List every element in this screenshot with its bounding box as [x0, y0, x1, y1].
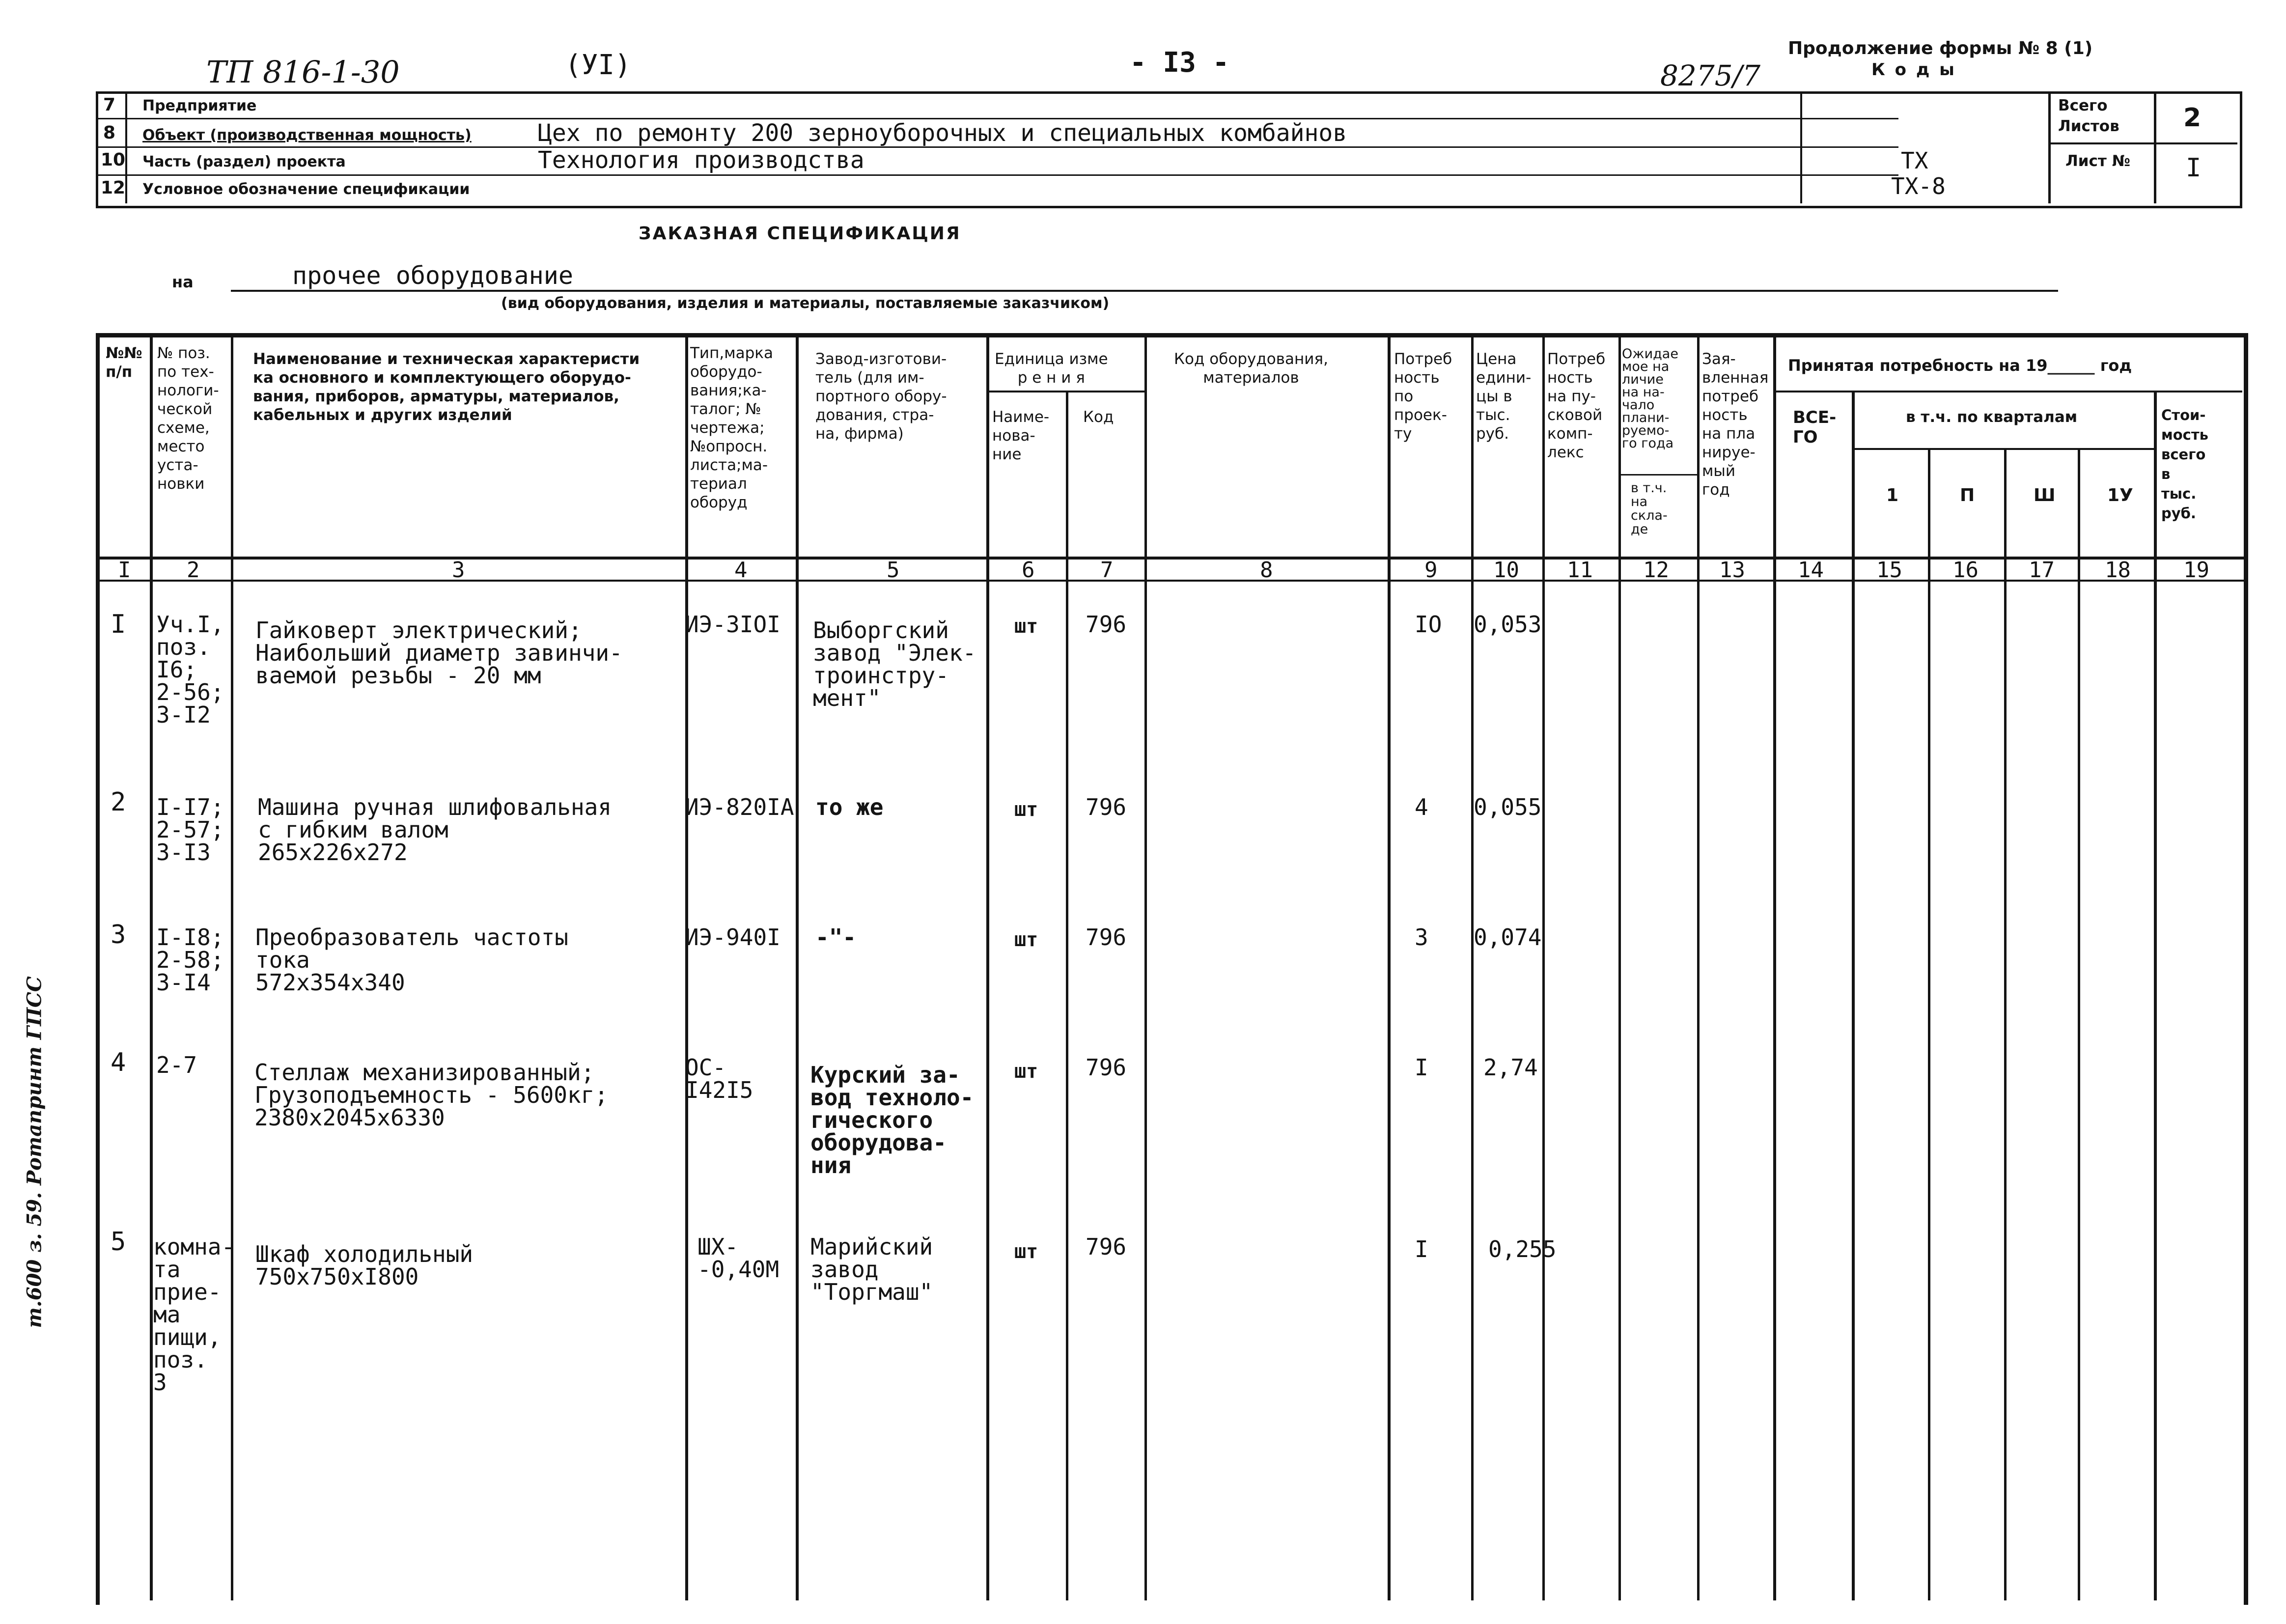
row-1-unit: шт [1014, 615, 1038, 638]
col-11-header: Потреб ность на пу- сковой комп- лекс [1547, 350, 1606, 461]
row-2-price: 0,055 [1474, 794, 1542, 820]
info-row-10-num: 10 [101, 150, 126, 170]
info-row-7-num: 7 [103, 95, 116, 115]
row-3-type: ИЭ-940I [685, 924, 781, 951]
colnum-16: 16 [1952, 558, 1979, 583]
sheet-value: I [2186, 153, 2202, 183]
row-3-name: Преобразователь частоты тока 572x354x340 [255, 924, 568, 996]
info-row-12-label: Условное обозначение спецификации [142, 181, 470, 198]
col-5-header: Завод-изготови- тель (для им- портного обору- дования, стра- на, фирма) [815, 350, 947, 443]
sheet-label: Лист № [2065, 152, 2130, 170]
row-3-maker: -"- [815, 924, 857, 951]
info-row-10-label: Часть (раздел) проекта [142, 153, 346, 170]
row-1-quantity: IO [1415, 611, 1442, 638]
colnum-14: 14 [1798, 558, 1824, 583]
row-2-name: Машина ручная шлифовальная с гибким валом 265x226x272 [258, 794, 612, 866]
colnum-6: 6 [1022, 558, 1035, 583]
colnum-13: 13 [1719, 558, 1745, 583]
row-2-unit: шт [1014, 798, 1038, 821]
colnum-5: 5 [887, 558, 900, 583]
equipment-type: прочее оборудование [292, 261, 573, 290]
col-4-header: Тип,марка оборудо- вания;ка- талог; № чертежа; №опросн. листа;ма- териал оборуд [690, 344, 773, 511]
col-13-header: Зая- вленная потреб ность на пла нируе- мый год [1702, 350, 1769, 499]
colnum-10: 10 [1493, 558, 1519, 583]
row-2-quantity: 4 [1415, 794, 1428, 820]
col-12-header: Ожидае мое на личие на на- чало плани- руемо- го года [1622, 346, 1678, 451]
spec-on-label: на [172, 273, 194, 291]
inventory-number: 8275/7 [1660, 59, 1761, 92]
row-5-unit-code: 796 [1086, 1233, 1127, 1260]
row-4-price: 2,74 [1483, 1054, 1538, 1081]
col-3-header: Наименование и техническая характеристи ка основного и комплектующего оборудо- вания, приборов, арматуры, материалов, кабельных и других изделий [253, 350, 640, 424]
colnum-11: 11 [1567, 558, 1593, 583]
total-sheets-value: 2 [2183, 103, 2202, 133]
row-4-unit: шт [1014, 1060, 1038, 1083]
info-row-7-label: Предприятие [142, 97, 257, 114]
info-row-12-num: 12 [101, 178, 126, 198]
row-1-price: 0,053 [1474, 611, 1542, 638]
colnum-15: 15 [1876, 558, 1902, 583]
colnum-2: 2 [187, 558, 200, 583]
equipment-type-caption: (вид оборудования, изделия и материалы, поставляемые заказчиком) [501, 295, 1110, 312]
print-stamp: т.600 з. 59. Ротапринт ГПСС [23, 976, 46, 1328]
project-code: ТП 816-1-30 [206, 54, 400, 90]
row-5-number: 5 [111, 1227, 126, 1257]
row-1-maker: Выборгский завод "Элек- троинстру- мент" [813, 617, 976, 711]
row-2-position: I-I7; 2-57; 3-I3 [156, 794, 224, 866]
row-1-name: Гайковерт электрический; Наибольший диаметр завинчи- ваемой резьбы - 20 мм [255, 617, 623, 689]
row-2-maker: то же [815, 794, 884, 820]
row-5-quantity: I [1415, 1236, 1428, 1262]
colnum-4: 4 [734, 558, 748, 583]
row-3-position: I-I8; 2-58; 3-I4 [156, 924, 224, 996]
row-5-name: Шкаф холодильный 750x750xI800 [255, 1241, 474, 1290]
row-3-unit: шт [1014, 928, 1038, 951]
row-3-number: 3 [111, 920, 126, 950]
total-sheets-label: Всего Листов [2058, 97, 2119, 135]
row-4-name: Стеллаж механизированный; Грузоподъемность - 5600кг; 2380x2045x6330 [254, 1059, 609, 1131]
row-5-price: 0,255 [1488, 1236, 1557, 1262]
colnum-9: 9 [1424, 558, 1438, 583]
spec-designation-code: ТХ-8 [1891, 173, 1946, 199]
row-5-maker: Марийский завод "Торгмаш" [810, 1233, 933, 1305]
col-6-header: Наиме- нова- ние [992, 408, 1050, 463]
row-4-quantity: I [1415, 1054, 1428, 1081]
project-part-value: Технология производства [538, 146, 864, 174]
row-4-type: ОС- I42I5 [685, 1054, 753, 1103]
col-9-header: Потреб ность по проек- ту [1394, 350, 1452, 443]
colnum-19: 19 [2183, 558, 2209, 583]
row-4-unit-code: 796 [1086, 1054, 1127, 1081]
col-7-header: Код [1083, 408, 1114, 426]
colnum-1: I [118, 558, 131, 583]
row-4-position: 2-7 [156, 1052, 197, 1078]
col-15-18-header: в т.ч. по кварталам [1906, 408, 2078, 426]
col-14-19-header: Принятая потребность на 19______ год [1788, 356, 2132, 375]
volume-number: (УI) [565, 49, 631, 81]
colnum-8: 8 [1260, 558, 1273, 583]
form-continuation: Продолжение формы № 8 (1) [1788, 38, 2093, 58]
colnum-3: 3 [452, 558, 465, 583]
row-4-maker: Курский за- вод техноло- гического оборудова- ния [810, 1062, 974, 1178]
col-19-header: Стои- мость всего в тыс. руб. [2161, 407, 2208, 522]
row-4-number: 4 [111, 1048, 126, 1077]
row-5-position: комна- та прие- ма пищи, поз. 3 [153, 1233, 235, 1396]
info-row-8-label: Объект (производственная мощность) [142, 127, 472, 144]
col-14-header: ВСЕ- ГО [1793, 408, 1837, 447]
col-10-header: Цена едини- цы в тыс. руб. [1476, 350, 1532, 443]
info-row-8-num: 8 [103, 123, 116, 143]
col-2-header: № поз. по тех- нологи- ческой схеме, место уста- новки [157, 344, 219, 493]
col-12b-header: в т.ч. на скла- де [1631, 480, 1668, 537]
colnum-7: 7 [1100, 558, 1114, 583]
row-1-number: I [111, 610, 126, 639]
row-5-unit: шт [1014, 1240, 1038, 1263]
col-6-7-header: Единица изме р е н и я [995, 350, 1108, 387]
col-17-header: Ш [2034, 485, 2056, 505]
row-3-quantity: 3 [1415, 924, 1428, 951]
row-5-type: ШХ- -0,40М [697, 1233, 780, 1283]
project-part-code: ТХ [1901, 147, 1928, 174]
row-1-type: ИЭ-3IOI [685, 611, 781, 638]
colnum-17: 17 [2029, 558, 2055, 583]
row-1-position: Уч.I, поз. I6; 2-56; 3-I2 [156, 611, 224, 728]
row-1-unit-code: 796 [1086, 611, 1127, 638]
row-3-unit-code: 796 [1086, 924, 1127, 951]
colnum-18: 18 [2105, 558, 2131, 583]
page-number: - I3 - [1130, 47, 1229, 79]
colnum-12: 12 [1643, 558, 1669, 583]
row-3-price: 0,074 [1474, 924, 1542, 951]
spec-title: ЗАКАЗНАЯ СПЕЦИФИКАЦИЯ [639, 224, 961, 244]
row-2-number: 2 [111, 787, 126, 817]
col-8-header: Код оборудования, материалов [1174, 350, 1328, 387]
object-value: Цех по ремонту 200 зерноуборочных и специальных комбайнов [538, 119, 1347, 147]
col-16-header: П [1960, 485, 1975, 505]
col-15-header: 1 [1886, 485, 1899, 505]
row-2-type: ИЭ-820IA [685, 794, 794, 820]
col-18-header: 1У [2107, 485, 2133, 505]
col-1-header: №№ п/п [106, 344, 142, 381]
codes-label: К о д ы [1871, 60, 1956, 80]
row-2-unit-code: 796 [1086, 794, 1127, 820]
